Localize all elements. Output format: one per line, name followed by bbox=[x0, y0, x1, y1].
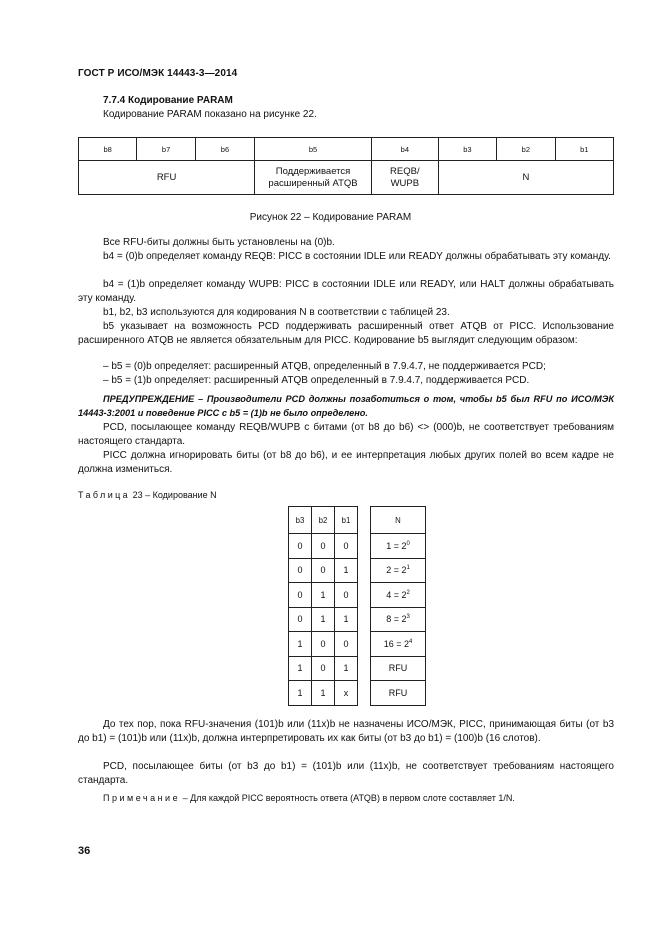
section-title: 7.7.4 Кодирование PARAM bbox=[103, 95, 233, 106]
n-header-cell: N bbox=[371, 507, 426, 534]
b1-cell: x bbox=[335, 681, 358, 706]
b3-cell: 0 bbox=[289, 607, 312, 632]
table-row bbox=[289, 656, 426, 681]
n-value: 8 = 2 bbox=[386, 614, 407, 625]
paragraph: PCD, посылающее команду REQB/WUPB с битами (от b8 до b6) <> (000)b, не соответствует требованиям настоящего стандарта. bbox=[78, 422, 614, 447]
paragraph: PICC должна игнорировать биты (от b8 до b6), и ее интерпретация любых других полей во всем кадре не должна измениться. bbox=[78, 450, 614, 475]
table-spacer bbox=[358, 507, 371, 534]
b3-cell: 1 bbox=[289, 656, 312, 681]
b3-cell: 1 bbox=[289, 632, 312, 657]
b3-cell: 0 bbox=[289, 583, 312, 608]
b3-cell: 0 bbox=[289, 558, 312, 583]
n-value: RFU bbox=[388, 687, 408, 698]
n-value-cell bbox=[371, 583, 426, 608]
table-spacer bbox=[358, 583, 371, 608]
b2-cell: 0 bbox=[312, 656, 335, 681]
param-coding-table bbox=[78, 137, 614, 195]
b1-cell: 0 bbox=[335, 632, 358, 657]
note-text: – Для каждой PICC вероятность ответа (ATQB) в первом слоте составляет 1/N. bbox=[182, 793, 515, 803]
b2-cell: 1 bbox=[312, 681, 335, 706]
n-value: 16 = 2 bbox=[383, 638, 409, 649]
table-spacer bbox=[358, 656, 371, 681]
param-header-cell: b8 bbox=[79, 138, 137, 161]
table-row bbox=[289, 632, 426, 657]
table-spacer bbox=[358, 632, 371, 657]
paragraph: До тех пор, пока RFU-значения (101)b или (11x)b не назначены ИСО/МЭК, PICC, принимающая биты (от b3 до b1) = (101)b или (11x)b, должна интерпретировать их как биты (от b3 до b1) = (100)b (16 слотов). bbox=[78, 719, 614, 744]
param-header-cell: b1 bbox=[555, 138, 613, 161]
warning-text: ПРЕДУПРЕЖДЕНИЕ – Производители PCD должны позаботиться о том, чтобы b5 был RFU по ИСО/МЭК 14443-3:2001 и поведение PICC с b5 = (1)b не было определено. bbox=[78, 394, 614, 418]
figure-caption: Рисунок 22 – Кодирование PARAM bbox=[249, 212, 412, 223]
param-header-cell: b7 bbox=[137, 138, 195, 161]
paragraph: b4 = (1)b определяет команду WUPB: PICC в состоянии IDLE или READY, или HALT должны обрабатывать эту команду. bbox=[78, 279, 614, 304]
paragraph: PCD, посылающее биты (от b3 до b1) = (101)b или (11x)b, не соответствует требованиям настоящего стандарта. bbox=[78, 761, 614, 786]
n-value: RFU bbox=[388, 663, 408, 674]
b2-cell: 1 bbox=[312, 607, 335, 632]
n-exponent: 2 bbox=[406, 589, 410, 596]
param-rfu-cell: RFU bbox=[79, 161, 255, 195]
table-spacer bbox=[358, 681, 371, 706]
table-row bbox=[289, 558, 426, 583]
b1-cell: 1 bbox=[335, 607, 358, 632]
b1-cell: 0 bbox=[335, 583, 358, 608]
n-header-row bbox=[289, 507, 426, 534]
b1-cell: 1 bbox=[335, 656, 358, 681]
n-value: 1 = 2 bbox=[386, 540, 407, 551]
table-spacer bbox=[358, 607, 371, 632]
n-exponent: 0 bbox=[406, 540, 410, 547]
section-intro: Кодирование PARAM показано на рисунке 22. bbox=[103, 109, 317, 120]
table-row bbox=[289, 583, 426, 608]
n-value-cell bbox=[371, 558, 426, 583]
n-header-cell: b1 bbox=[335, 507, 358, 534]
n-header-cell: b3 bbox=[289, 507, 312, 534]
table-row bbox=[289, 607, 426, 632]
n-value: 2 = 2 bbox=[386, 565, 407, 576]
n-exponent: 3 bbox=[406, 614, 410, 621]
b2-cell: 0 bbox=[312, 558, 335, 583]
b1-cell: 0 bbox=[335, 534, 358, 559]
document-header: ГОСТ Р ИСО/МЭК 14443-3—2014 bbox=[78, 68, 238, 79]
param-header-cell: b4 bbox=[371, 138, 438, 161]
list-item: – b5 = (1)b определяет: расширенный ATQB определенный в 7.9.4.7, поддерживается PCD. bbox=[103, 375, 530, 386]
n-value: 4 = 2 bbox=[386, 589, 407, 600]
table-caption-title: 23 – Кодирование N bbox=[132, 490, 217, 500]
param-ext-atqb-cell: Поддерживается расширенный ATQB bbox=[255, 161, 372, 195]
table-spacer bbox=[358, 534, 371, 559]
n-value-cell bbox=[371, 534, 426, 559]
table-caption-label: Таблица bbox=[78, 490, 131, 500]
param-header-cell: b5 bbox=[255, 138, 372, 161]
note-label: Примечание bbox=[103, 793, 181, 803]
list-item: – b5 = (0)b определяет: расширенный ATQB, определенный в 7.9.4.7, не поддерживается PCD; bbox=[103, 361, 546, 372]
table-row bbox=[289, 681, 426, 706]
param-header-cell: b3 bbox=[438, 138, 496, 161]
n-value-cell bbox=[371, 656, 426, 681]
b2-cell: 0 bbox=[312, 534, 335, 559]
page-number: 36 bbox=[78, 845, 91, 857]
b1-cell: 1 bbox=[335, 558, 358, 583]
n-value-cell bbox=[371, 607, 426, 632]
n-value-cell bbox=[371, 681, 426, 706]
param-n-cell: N bbox=[438, 161, 613, 195]
table-caption bbox=[78, 490, 217, 500]
n-exponent: 4 bbox=[408, 638, 413, 645]
b2-cell: 0 bbox=[312, 632, 335, 657]
paragraph: b5 указывает на возможность PCD поддерживать расширенный ответ ATQB от PICC. Использование расширенного ATQB не является обязательным для PICC. Кодирование b5 выглядит следующим образом: bbox=[78, 321, 614, 346]
b2-cell: 1 bbox=[312, 583, 335, 608]
param-header-cell: b6 bbox=[195, 138, 254, 161]
b3-cell: 0 bbox=[289, 534, 312, 559]
n-value-cell bbox=[371, 632, 426, 657]
param-reqb-wupb-cell: REQB/ WUPB bbox=[371, 161, 438, 195]
param-data-row bbox=[79, 161, 614, 195]
param-header-cell: b2 bbox=[497, 138, 555, 161]
paragraph: b1, b2, b3 используются для кодирования N в соответствии с таблицей 23. bbox=[103, 307, 450, 318]
paragraph: b4 = (0)b определяет команду REQB: PICC в состоянии IDLE или READY должны обрабатывать эту команду. bbox=[103, 251, 611, 262]
table-spacer bbox=[358, 558, 371, 583]
n-header-cell: b2 bbox=[312, 507, 335, 534]
note bbox=[103, 793, 515, 803]
n-exponent: 1 bbox=[406, 565, 410, 572]
param-header-row bbox=[79, 138, 614, 161]
b3-cell: 1 bbox=[289, 681, 312, 706]
table-row bbox=[289, 534, 426, 559]
n-coding-table bbox=[288, 506, 426, 706]
paragraph: Все RFU-биты должны быть установлены на (0)b. bbox=[103, 237, 335, 248]
